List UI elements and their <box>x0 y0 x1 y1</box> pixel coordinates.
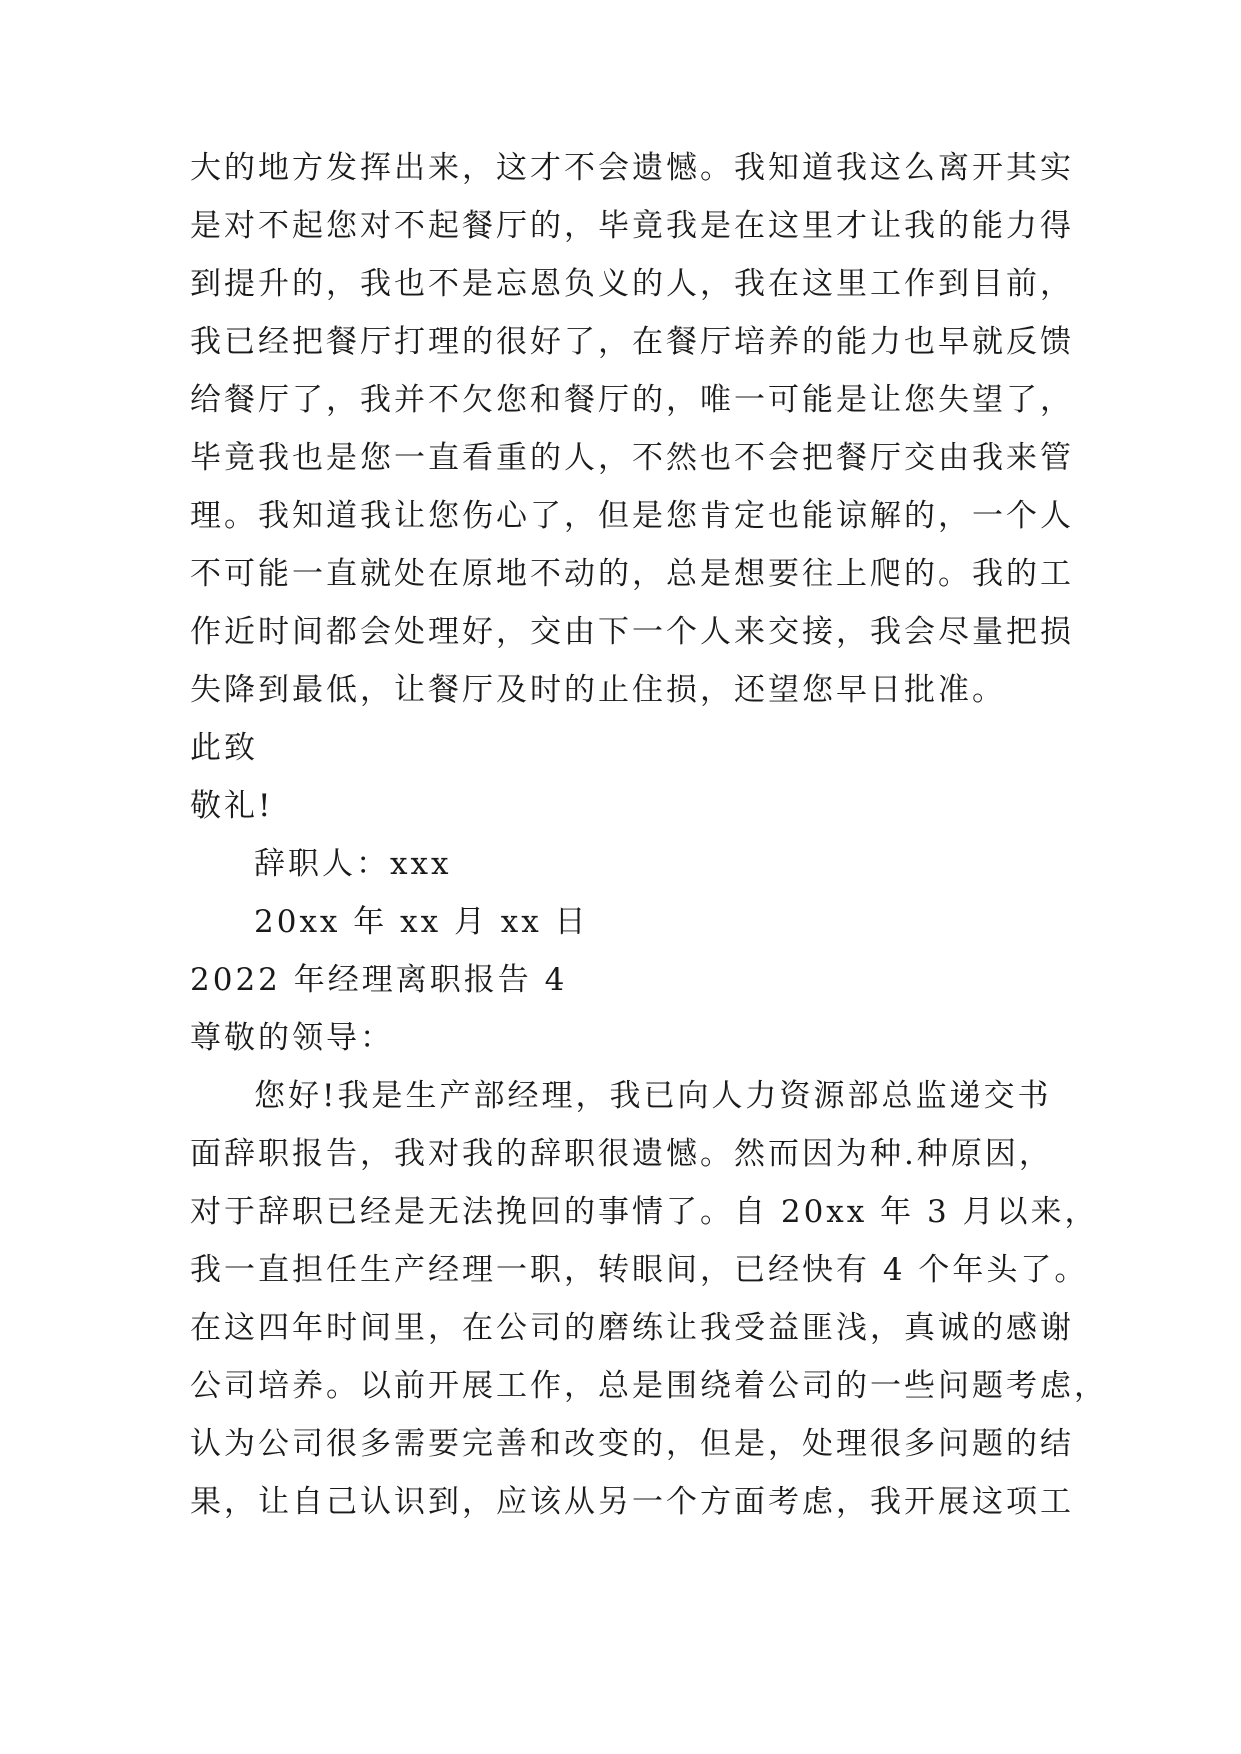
paragraph-1-line-10: 失降到最低，让餐厅及时的止住损，还望您早日批准。 <box>190 672 1006 708</box>
salutation: 尊敬的领导： <box>190 1020 394 1056</box>
signer-line: 辞职人：xxx <box>254 846 452 882</box>
closing-greeting: 此致 <box>190 730 258 766</box>
paragraph-1-line-7: 理。我知道我让您伤心了，但是您肯定也能谅解的，一个人 <box>190 498 1074 534</box>
paragraph-1-line-6: 毕竟我也是您一直看重的人，不然也不会把餐厅交由我来管 <box>190 440 1074 476</box>
paragraph-2-line-2: 面辞职报告，我对我的辞职很遗憾。然而因为种.种原因， <box>190 1136 1053 1172</box>
paragraph-2-line-7: 认为公司很多需要完善和改变的，但是，处理很多问题的结 <box>190 1426 1074 1462</box>
paragraph-2-line-1: 您好!我是生产部经理，我已向人力资源部总监递交书 <box>254 1078 1052 1114</box>
paragraph-2-line-6: 公司培养。以前开展工作，总是围绕着公司的一些问题考虑， <box>190 1368 1108 1404</box>
date-line: 20xx 年 xx 月 xx 日 <box>254 904 589 940</box>
paragraph-2-line-4: 我一直担任生产经理一职，转眼间，已经快有 4 个年头了。 <box>190 1252 1089 1288</box>
section-title: 2022 年经理离职报告 4 <box>190 962 568 998</box>
paragraph-2-line-5: 在这四年时间里，在公司的磨练让我受益匪浅，真诚的感谢 <box>190 1310 1074 1346</box>
paragraph-1-line-2: 是对不起您对不起餐厅的，毕竟我是在这里才让我的能力得 <box>190 208 1074 244</box>
paragraph-1-line-3: 到提升的，我也不是忘恩负义的人，我在这里工作到目前， <box>190 266 1074 302</box>
paragraph-2-line-3: 对于辞职已经是无法挽回的事情了。自 20xx 年 3 月以来， <box>190 1194 1099 1230</box>
paragraph-1-line-9: 作近时间都会处理好，交由下一个人来交接，我会尽量把损 <box>190 614 1074 650</box>
paragraph-2-line-8: 果，让自己认识到，应该从另一个方面考虑，我开展这项工 <box>190 1484 1074 1520</box>
paragraph-1-line-8: 不可能一直就处在原地不动的，总是想要往上爬的。我的工 <box>190 556 1074 592</box>
closing-salute: 敬礼! <box>190 788 274 824</box>
paragraph-1-line-1: 大的地方发挥出来，这才不会遗憾。我知道我这么离开其实 <box>190 150 1074 186</box>
paragraph-1-line-4: 我已经把餐厅打理的很好了，在餐厅培养的能力也早就反馈 <box>190 324 1074 360</box>
paragraph-1-line-5: 给餐厅了，我并不欠您和餐厅的，唯一可能是让您失望了， <box>190 382 1074 418</box>
